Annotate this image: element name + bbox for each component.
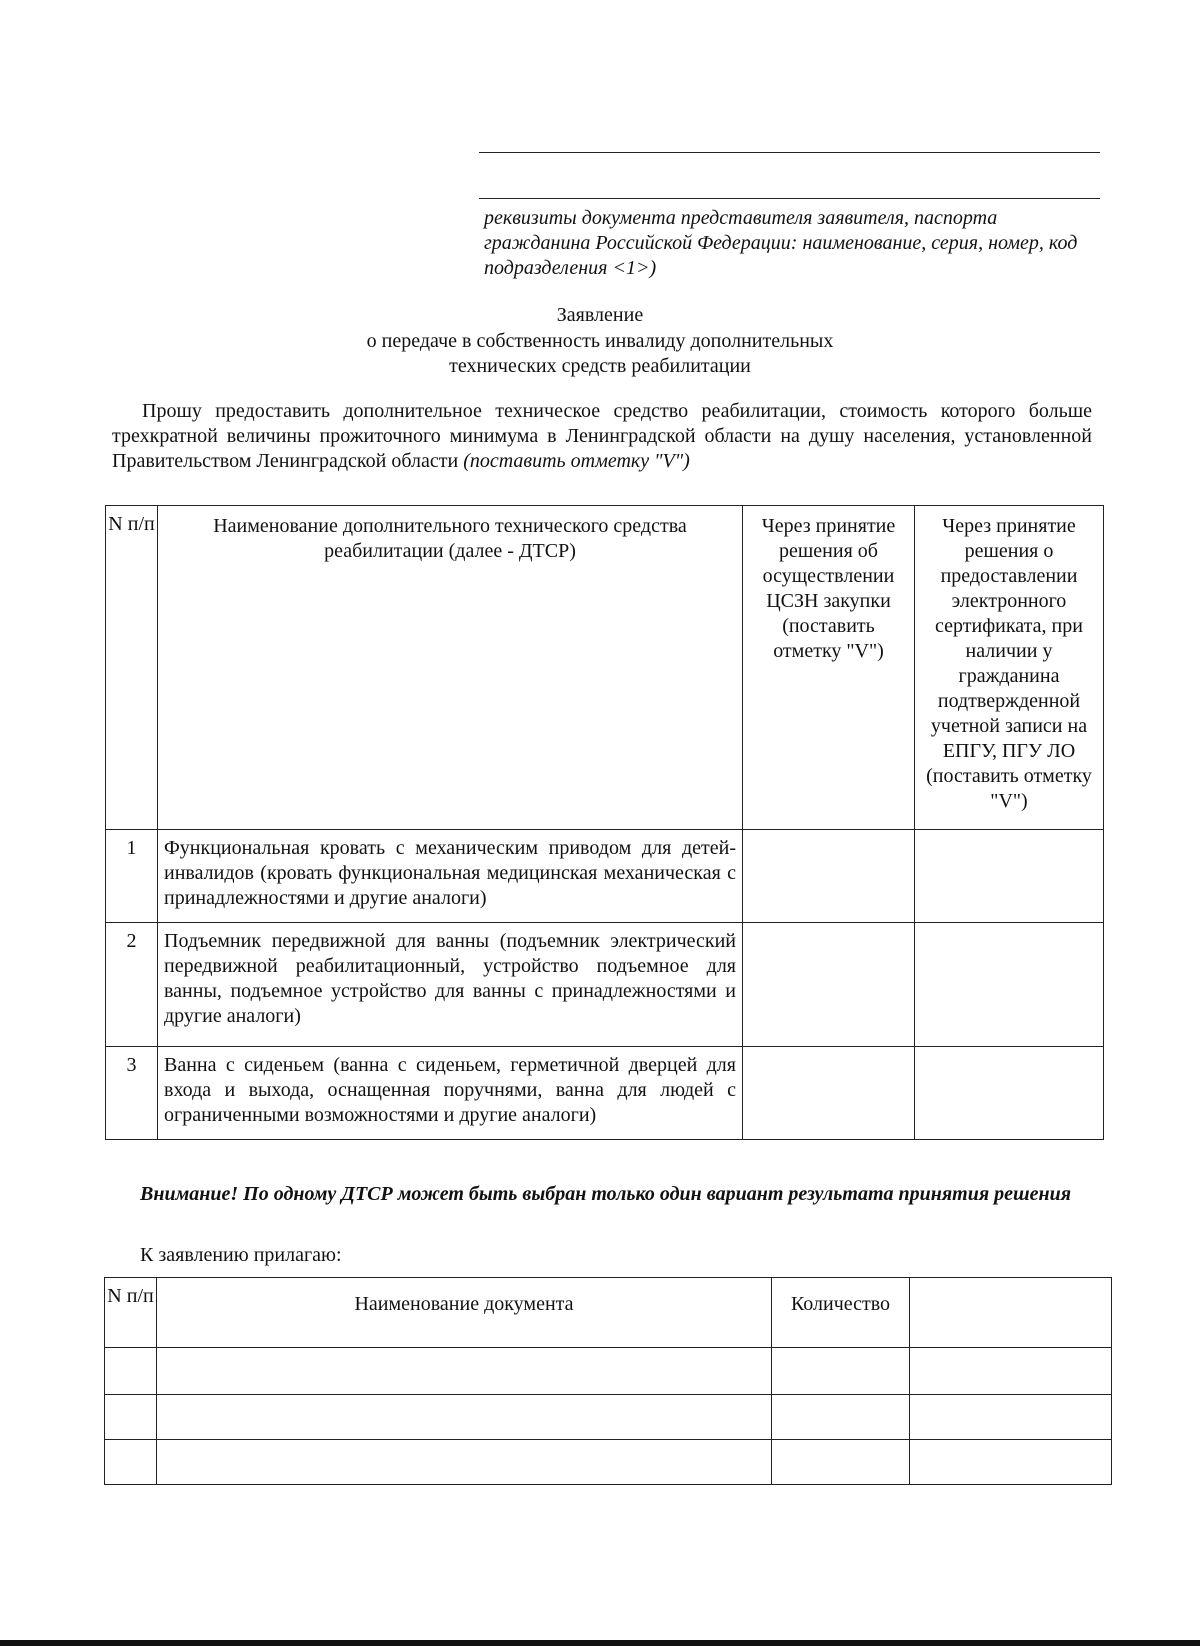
- row-name: Функциональная кровать с механическим приводом для детей-инвалидов (кровать функциональная медицинская механическая с принадлежностями и другие аналоги): [158, 830, 743, 923]
- attention-note: Внимание! По одному ДТСР может быть выбран только один вариант результата принятия решения: [140, 1183, 1072, 1205]
- attachments-intro: К заявлению прилагаю:: [140, 1244, 342, 1266]
- document-subtitle-line1: о передаче в собственность инвалиду дополнительных: [366, 330, 834, 352]
- attachment-qty-cell[interactable]: [772, 1348, 910, 1395]
- header-num: N п/п: [105, 1278, 157, 1348]
- dtsr-table: [105, 505, 1104, 1140]
- purchase-mark-cell[interactable]: [743, 1047, 915, 1140]
- document-subtitle-line2: технических средств реабилитации: [449, 355, 751, 377]
- attachment-num-cell[interactable]: [105, 1348, 157, 1395]
- attachment-extra-cell[interactable]: [910, 1348, 1112, 1395]
- table-row: [105, 1395, 1112, 1440]
- header-quantity: Количество: [772, 1278, 910, 1348]
- table-row: [106, 1047, 1104, 1140]
- attachment-qty-cell[interactable]: [772, 1440, 910, 1485]
- row-name: Подъемник передвижной для ванны (подъемник электрический передвижной реабилитационный, устройство подъемное для ванны, подъемное устройство для ванны с принадлежностями и другие аналоги): [158, 923, 743, 1047]
- table-row: [106, 923, 1104, 1047]
- table-row: [105, 1348, 1112, 1395]
- table-row: [105, 1440, 1112, 1485]
- row-name: Ванна с сиденьем (ванна с сиденьем, герметичной дверцей для входа и выхода, оснащенная поручнями, ванна для людей с ограниченными возможностями и другие аналоги): [158, 1047, 743, 1140]
- attachment-name-cell[interactable]: [157, 1348, 772, 1395]
- request-text: Прошу предоставить дополнительное техническое средство реабилитации, стоимость которого больше трехкратной величины прожиточного минимума в Ленинградской области на душу населения, установленной Правительством Ленинградской области: [112, 400, 1092, 472]
- table-row: [106, 830, 1104, 923]
- attachment-name-cell[interactable]: [157, 1395, 772, 1440]
- certificate-mark-cell[interactable]: [915, 1047, 1104, 1140]
- row-num: 2: [106, 923, 158, 1047]
- attachment-name-cell[interactable]: [157, 1440, 772, 1485]
- certificate-mark-cell[interactable]: [915, 830, 1104, 923]
- document-title: Заявление: [556, 304, 644, 326]
- attachments-table: [104, 1277, 1112, 1485]
- attachment-qty-cell[interactable]: [772, 1395, 910, 1440]
- scan-edge: [0, 1640, 1200, 1646]
- dtsr-table-header: [106, 506, 1104, 830]
- attachment-extra-cell[interactable]: [910, 1395, 1112, 1440]
- request-note: (поставить отметку "V"): [463, 450, 690, 472]
- row-num: 1: [106, 830, 158, 923]
- attachments-table-header: [105, 1278, 1112, 1348]
- header-document-name: Наименование документа: [157, 1278, 772, 1348]
- row-num: 3: [106, 1047, 158, 1140]
- header-num: N п/п: [106, 506, 158, 830]
- purchase-mark-cell[interactable]: [743, 830, 915, 923]
- header-name: Наименование дополнительного технического средства реабилитации (далее - ДТСР): [158, 506, 743, 830]
- representative-line-2: [479, 198, 1100, 199]
- header-extra: [910, 1278, 1112, 1348]
- attachment-num-cell[interactable]: [105, 1440, 157, 1485]
- attachment-num-cell[interactable]: [105, 1395, 157, 1440]
- representative-line-1: [479, 152, 1100, 153]
- purchase-mark-cell[interactable]: [743, 923, 915, 1047]
- certificate-mark-cell[interactable]: [915, 923, 1104, 1047]
- representative-details-hint: реквизиты документа представителя заявителя, паспорта гражданина Российской Федерации: наименование, серия, номер, код подразделения <1>): [484, 207, 1078, 279]
- header-purchase: Через принятие решения об осуществлении ЦСЗН закупки (поставить отметку "V"): [743, 506, 915, 830]
- request-paragraph: [112, 399, 1092, 474]
- attachment-extra-cell[interactable]: [910, 1440, 1112, 1485]
- header-certificate: Через принятие решения о предоставлении электронного сертификата, при наличии у гражданина подтвержденной учетной записи на ЕПГУ, ПГУ ЛО (поставить отметку "V"): [915, 506, 1104, 830]
